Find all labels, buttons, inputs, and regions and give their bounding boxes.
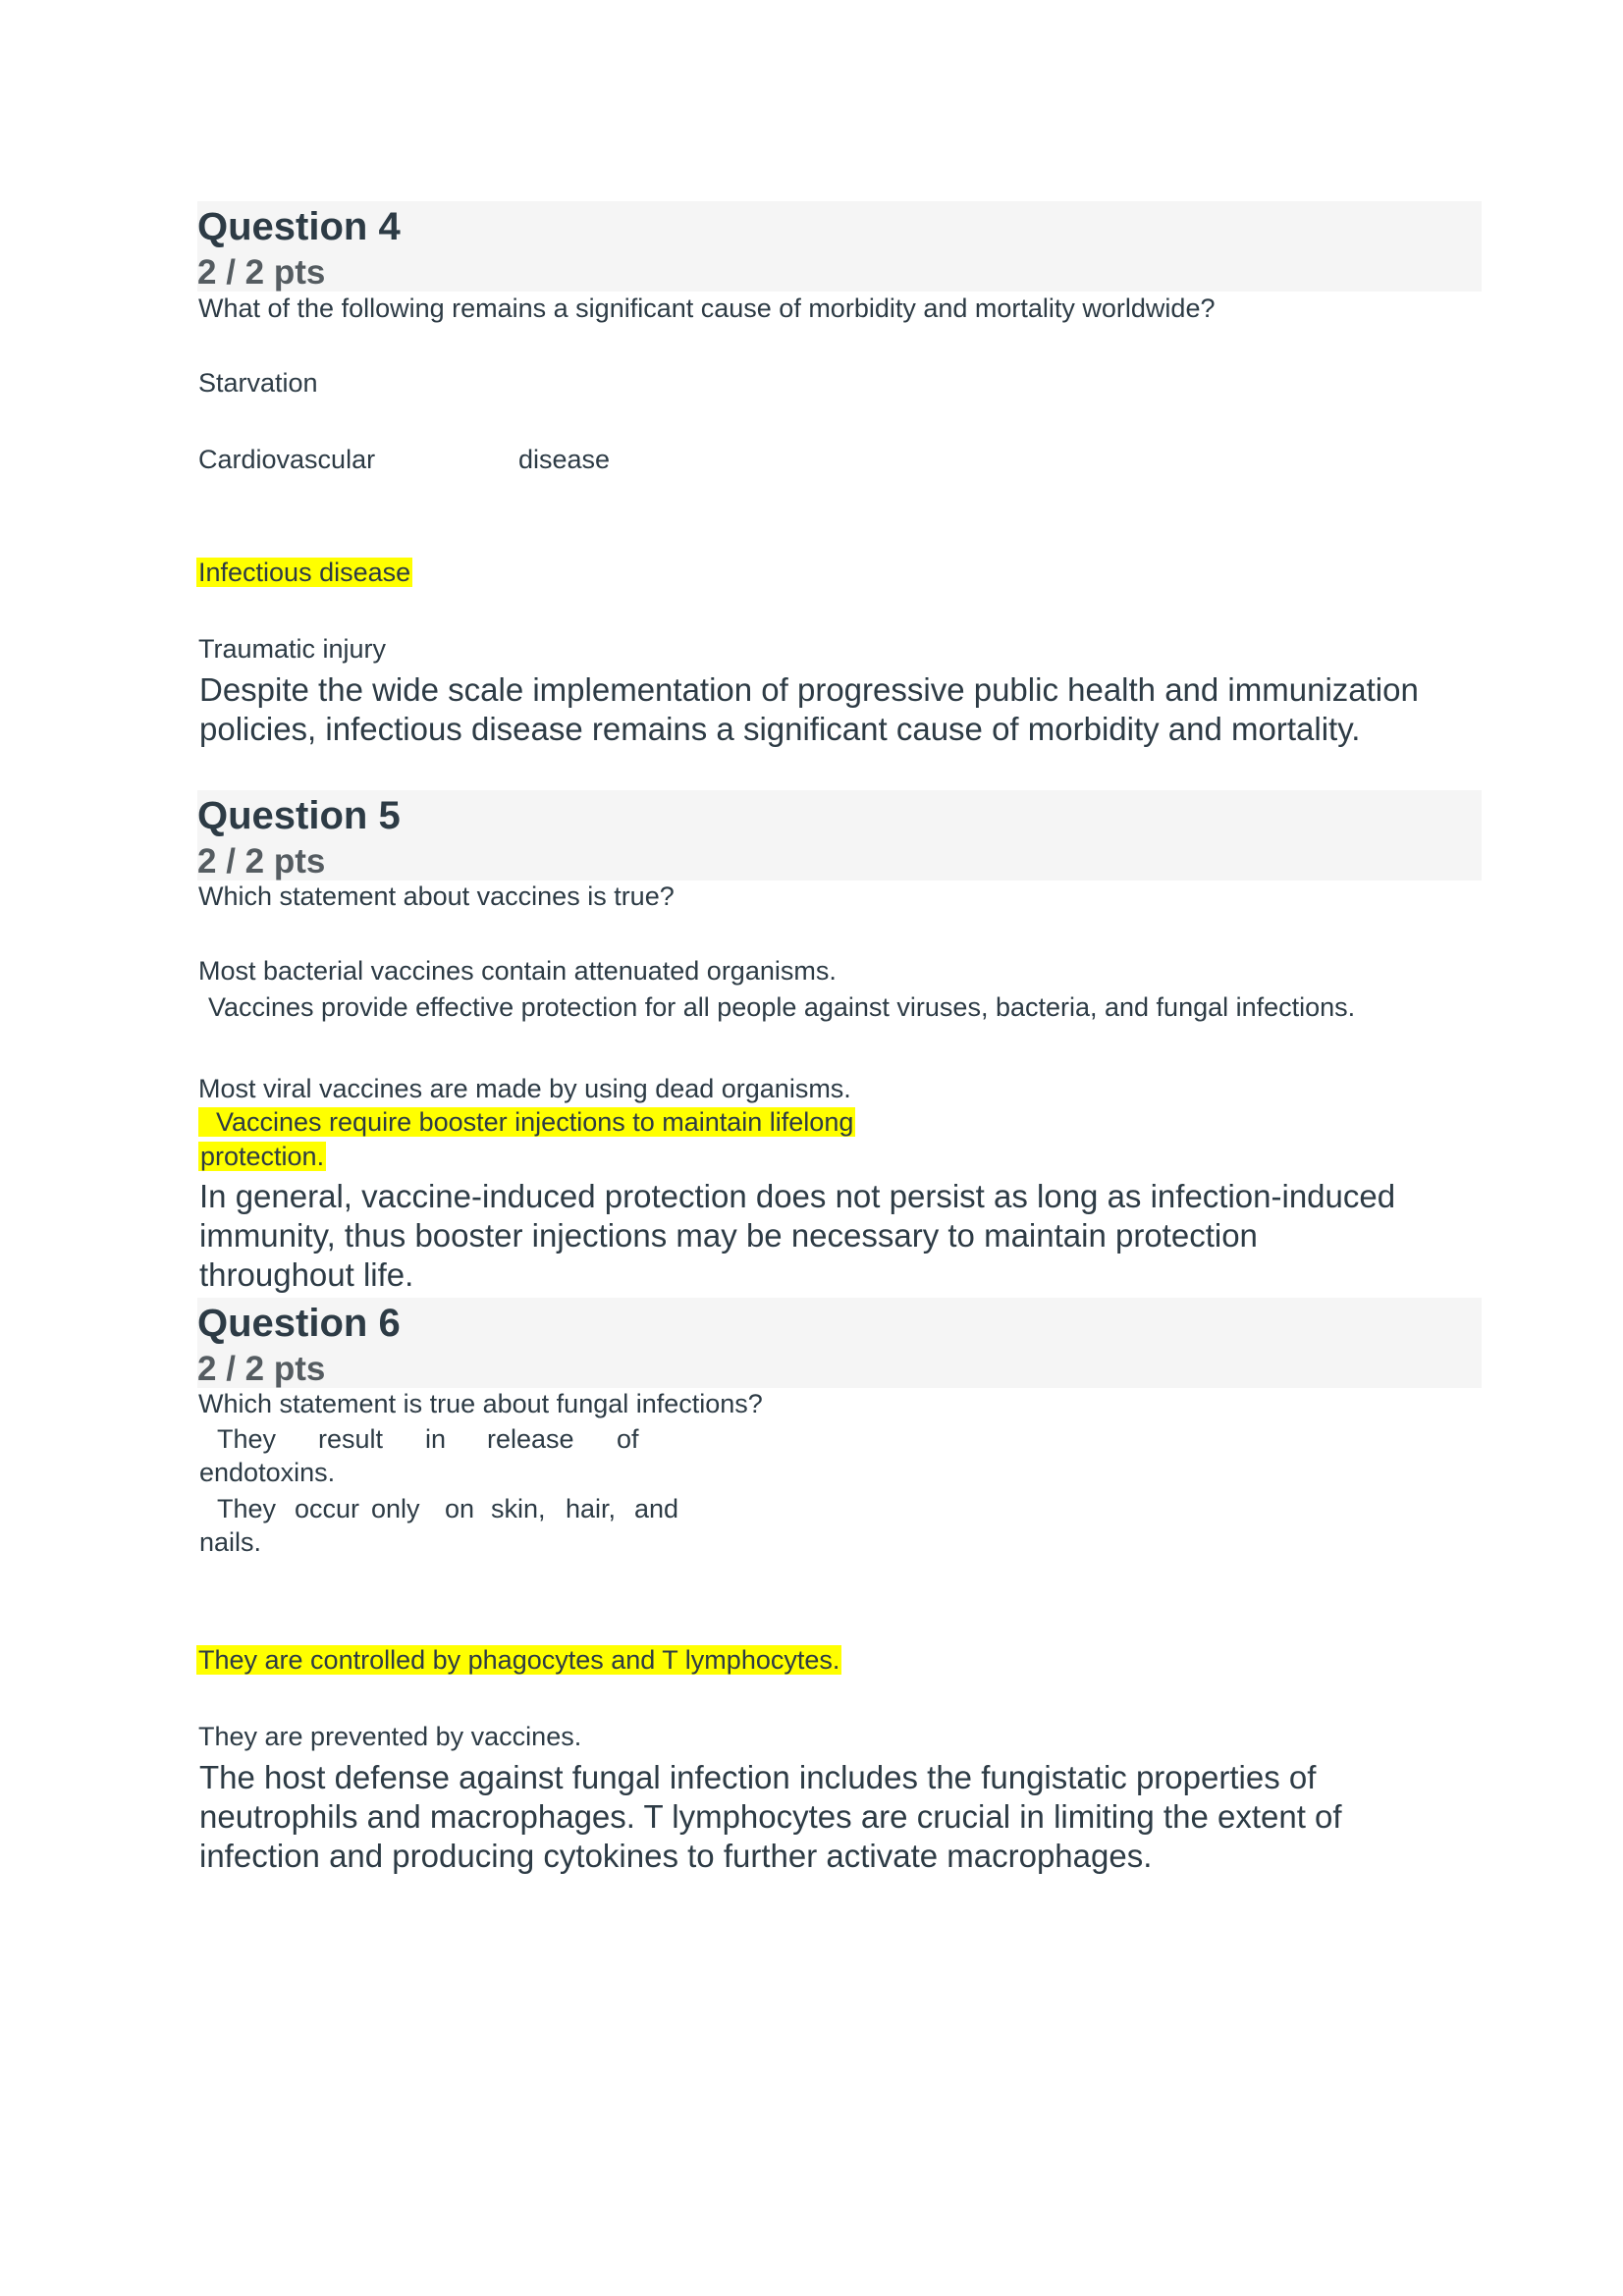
- question-6-option-a-word: They: [217, 1424, 277, 1454]
- question-6-explanation-line-2: neutrophils and macrophages. T lymphocytes are crucial in limiting the extent of: [199, 1798, 1342, 1835]
- correct-answer-highlight: Infectious disease: [198, 558, 411, 587]
- question-5-explanation-line-1: In general, vaccine-induced protection does not persist as long as infection-induced: [199, 1178, 1396, 1214]
- question-6-option-d: They are prevented by vaccines.: [198, 1722, 582, 1751]
- question-5-explanation-line-2: immunity, thus booster injections may be necessary to maintain protection: [199, 1217, 1258, 1254]
- question-6-prompt: Which statement is true about fungal infections?: [198, 1389, 763, 1418]
- question-4-option-b-part1: Cardiovascular: [198, 445, 376, 474]
- question-6-option-a-word: in: [425, 1424, 447, 1454]
- question-6-points: 2 / 2 pts: [197, 1350, 326, 1388]
- question-6-option-b-word: They: [217, 1494, 277, 1523]
- question-6-option-a-line-2: endotoxins.: [199, 1458, 336, 1487]
- question-6-option-a-word: of: [617, 1424, 639, 1454]
- question-6-option-b-word: and: [634, 1494, 679, 1523]
- question-4-explanation-line-1: Despite the wide scale implementation of progressive public health and immunization: [199, 671, 1419, 708]
- question-6-title: Question 6: [197, 1302, 401, 1345]
- question-6-option-b-word: occur: [295, 1494, 360, 1523]
- question-6-option-a-word: result: [318, 1424, 384, 1454]
- correct-answer-highlight: Vaccines require booster injections to maintain lifelong: [198, 1107, 855, 1137]
- question-6-option-a-word: release: [487, 1424, 574, 1454]
- question-5-option-a: Most bacterial vaccines contain attenuated organisms.: [198, 956, 837, 986]
- question-4-option-c-correct: [196, 557, 412, 590]
- question-6-explanation-line-1: The host defense against fungal infection includes the fungistatic properties of: [199, 1759, 1317, 1795]
- question-4-option-a: Starvation: [198, 368, 318, 398]
- question-4-explanation-line-2: policies, infectious disease remains a significant cause of morbidity and mortality.: [199, 711, 1361, 747]
- question-5-option-b: Vaccines provide effective protection for all people against viruses, bacteria, and fungal infections.: [208, 992, 1356, 1022]
- correct-answer-highlight: They are controlled by phagocytes and T lymphocytes.: [198, 1645, 840, 1675]
- question-6-option-b-word: skin,: [491, 1494, 546, 1523]
- question-6-option-b-word: on: [445, 1494, 475, 1523]
- question-6-option-b-word: only: [371, 1494, 420, 1523]
- question-4-option-d: Traumatic injury: [198, 634, 387, 664]
- question-4-prompt: What of the following remains a significant cause of morbidity and mortality worldwide?: [198, 294, 1216, 323]
- question-4-title: Question 4: [197, 205, 401, 248]
- question-6-explanation-line-3: infection and producing cytokines to further activate macrophages.: [199, 1838, 1153, 1874]
- question-5-explanation-line-3: throughout life.: [199, 1256, 414, 1293]
- question-5-points: 2 / 2 pts: [197, 842, 326, 881]
- question-5-title: Question 5: [197, 794, 401, 837]
- question-5-prompt: Which statement about vaccines is true?: [198, 881, 675, 911]
- question-4-points: 2 / 2 pts: [197, 253, 326, 292]
- question-5-option-c: Most viral vaccines are made by using dead organisms.: [198, 1074, 851, 1103]
- question-4-option-b-part2: disease: [518, 445, 611, 474]
- correct-answer-highlight: protection.: [200, 1142, 325, 1171]
- question-6-option-b-line-2: nails.: [199, 1527, 262, 1557]
- question-5-option-d-line-1: [198, 1106, 855, 1140]
- question-6-option-b-word: hair,: [566, 1494, 617, 1523]
- question-6-option-c-correct: [196, 1644, 841, 1678]
- question-5-option-d-line-2: [198, 1141, 326, 1174]
